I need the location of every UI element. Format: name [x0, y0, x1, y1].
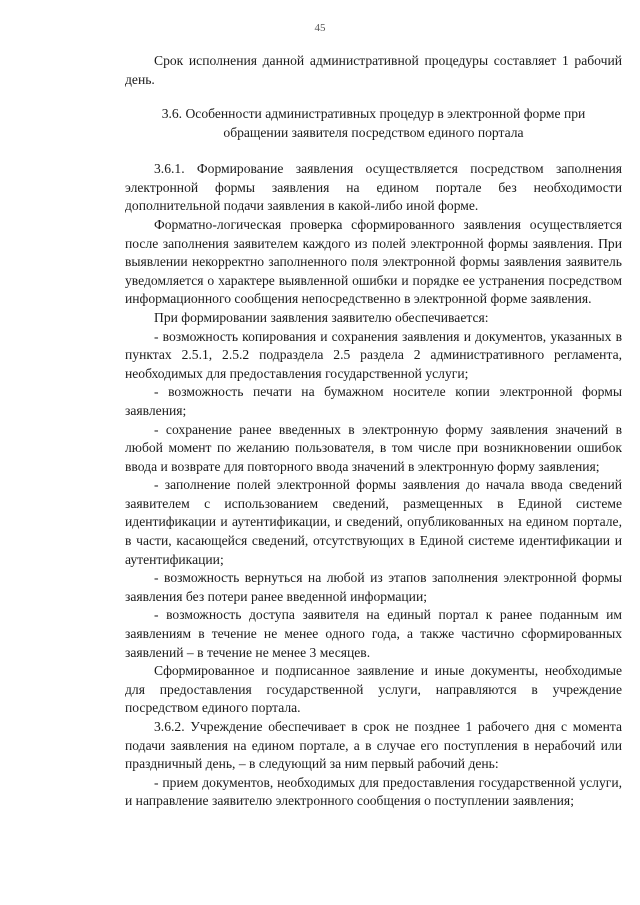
list-item-document-reception: - прием документов, необходимых для предоставления государственной услуги, и направление заявителю электронного сообщения о поступлении заявления; [125, 774, 622, 809]
list-item-copy-save: - возможность копирования и сохранения заявления и документов, указанных в пунктах 2.5.1, 2.5.2 подраздела 2.5 раздела 2 административного регламента, необходимых для предоставления государственной услуги; [125, 328, 622, 381]
list-item-access-history: - возможность доступа заявителя на единый портал к ранее поданным им заявлениям в течение не менее одного года, а также частично сформированных заявлений – в течение не менее 3 месяцев. [125, 607, 622, 660]
list-item-print: - возможность печати на бумажном носителе копии электронной формы заявления; [125, 384, 622, 418]
paragraph-3-6-2: 3.6.2. Учреждение обеспечивает в срок не позднее 1 рабочего дня с момента подачи заявления на едином портале, а в случае его поступления в нерабочий или праздничный день, – в следующий за ним первый рабочий день: [125, 719, 622, 772]
paragraph-provided-features: При формировании заявления заявителю обеспечивается: [154, 309, 489, 325]
page-number: 45 [314, 22, 326, 34]
paragraph-procedure-deadline: Срок исполнения данной административной процедуры составляет 1 рабочий день. [125, 53, 622, 87]
list-item-save-values: - сохранение ранее введенных в электронную форму заявления значений в любой момент по желанию пользователя, в том числе при возникновении ошибок ввода и возврате для повторного ввода значений в электронную форму заявления; [125, 421, 622, 474]
list-item-autofill: - заполнение полей электронной формы заявления до начала ввода сведений заявителем с использованием сведений, размещенных в Единой системе идентификации и аутентификации, и сведений, опубликованных на едином портале, в части, касающейся сведений, отсутствующих в Единой системе идентификации и аутентификации; [125, 477, 622, 567]
paragraph-submission: Сформированное и подписанное заявление и иные документы, необходимые для предоставления государственной услуги, направляются в учреждение посредством единого портала. [125, 663, 622, 716]
section-title: 3.6. Особенности административных процедур в электронной форме при обращении заявителя посредством единого портала [161, 106, 586, 141]
list-item-return-step: - возможность вернуться на любой из этапов заполнения электронной формы заявления без потери ранее введенной информации; [125, 570, 622, 604]
document-body [125, 52, 622, 811]
paragraph-3-6-1: 3.6.1. Формирование заявления осуществляется посредством заполнения электронной формы заявления на едином портале без необходимости дополнительной подачи заявления в какой-либо иной форме. [125, 161, 622, 214]
paragraph-format-check: Форматно-логическая проверка сформированного заявления осуществляется после заполнения заявителем каждого из полей электронной формы заявления. При выявлении некорректно заполненного поля электронной формы заявления заявитель уведомляется о характере выявленной ошибки и порядке ее устранения посредством информационного сообщения непосредственно в электронной форме заявления. [125, 216, 622, 307]
